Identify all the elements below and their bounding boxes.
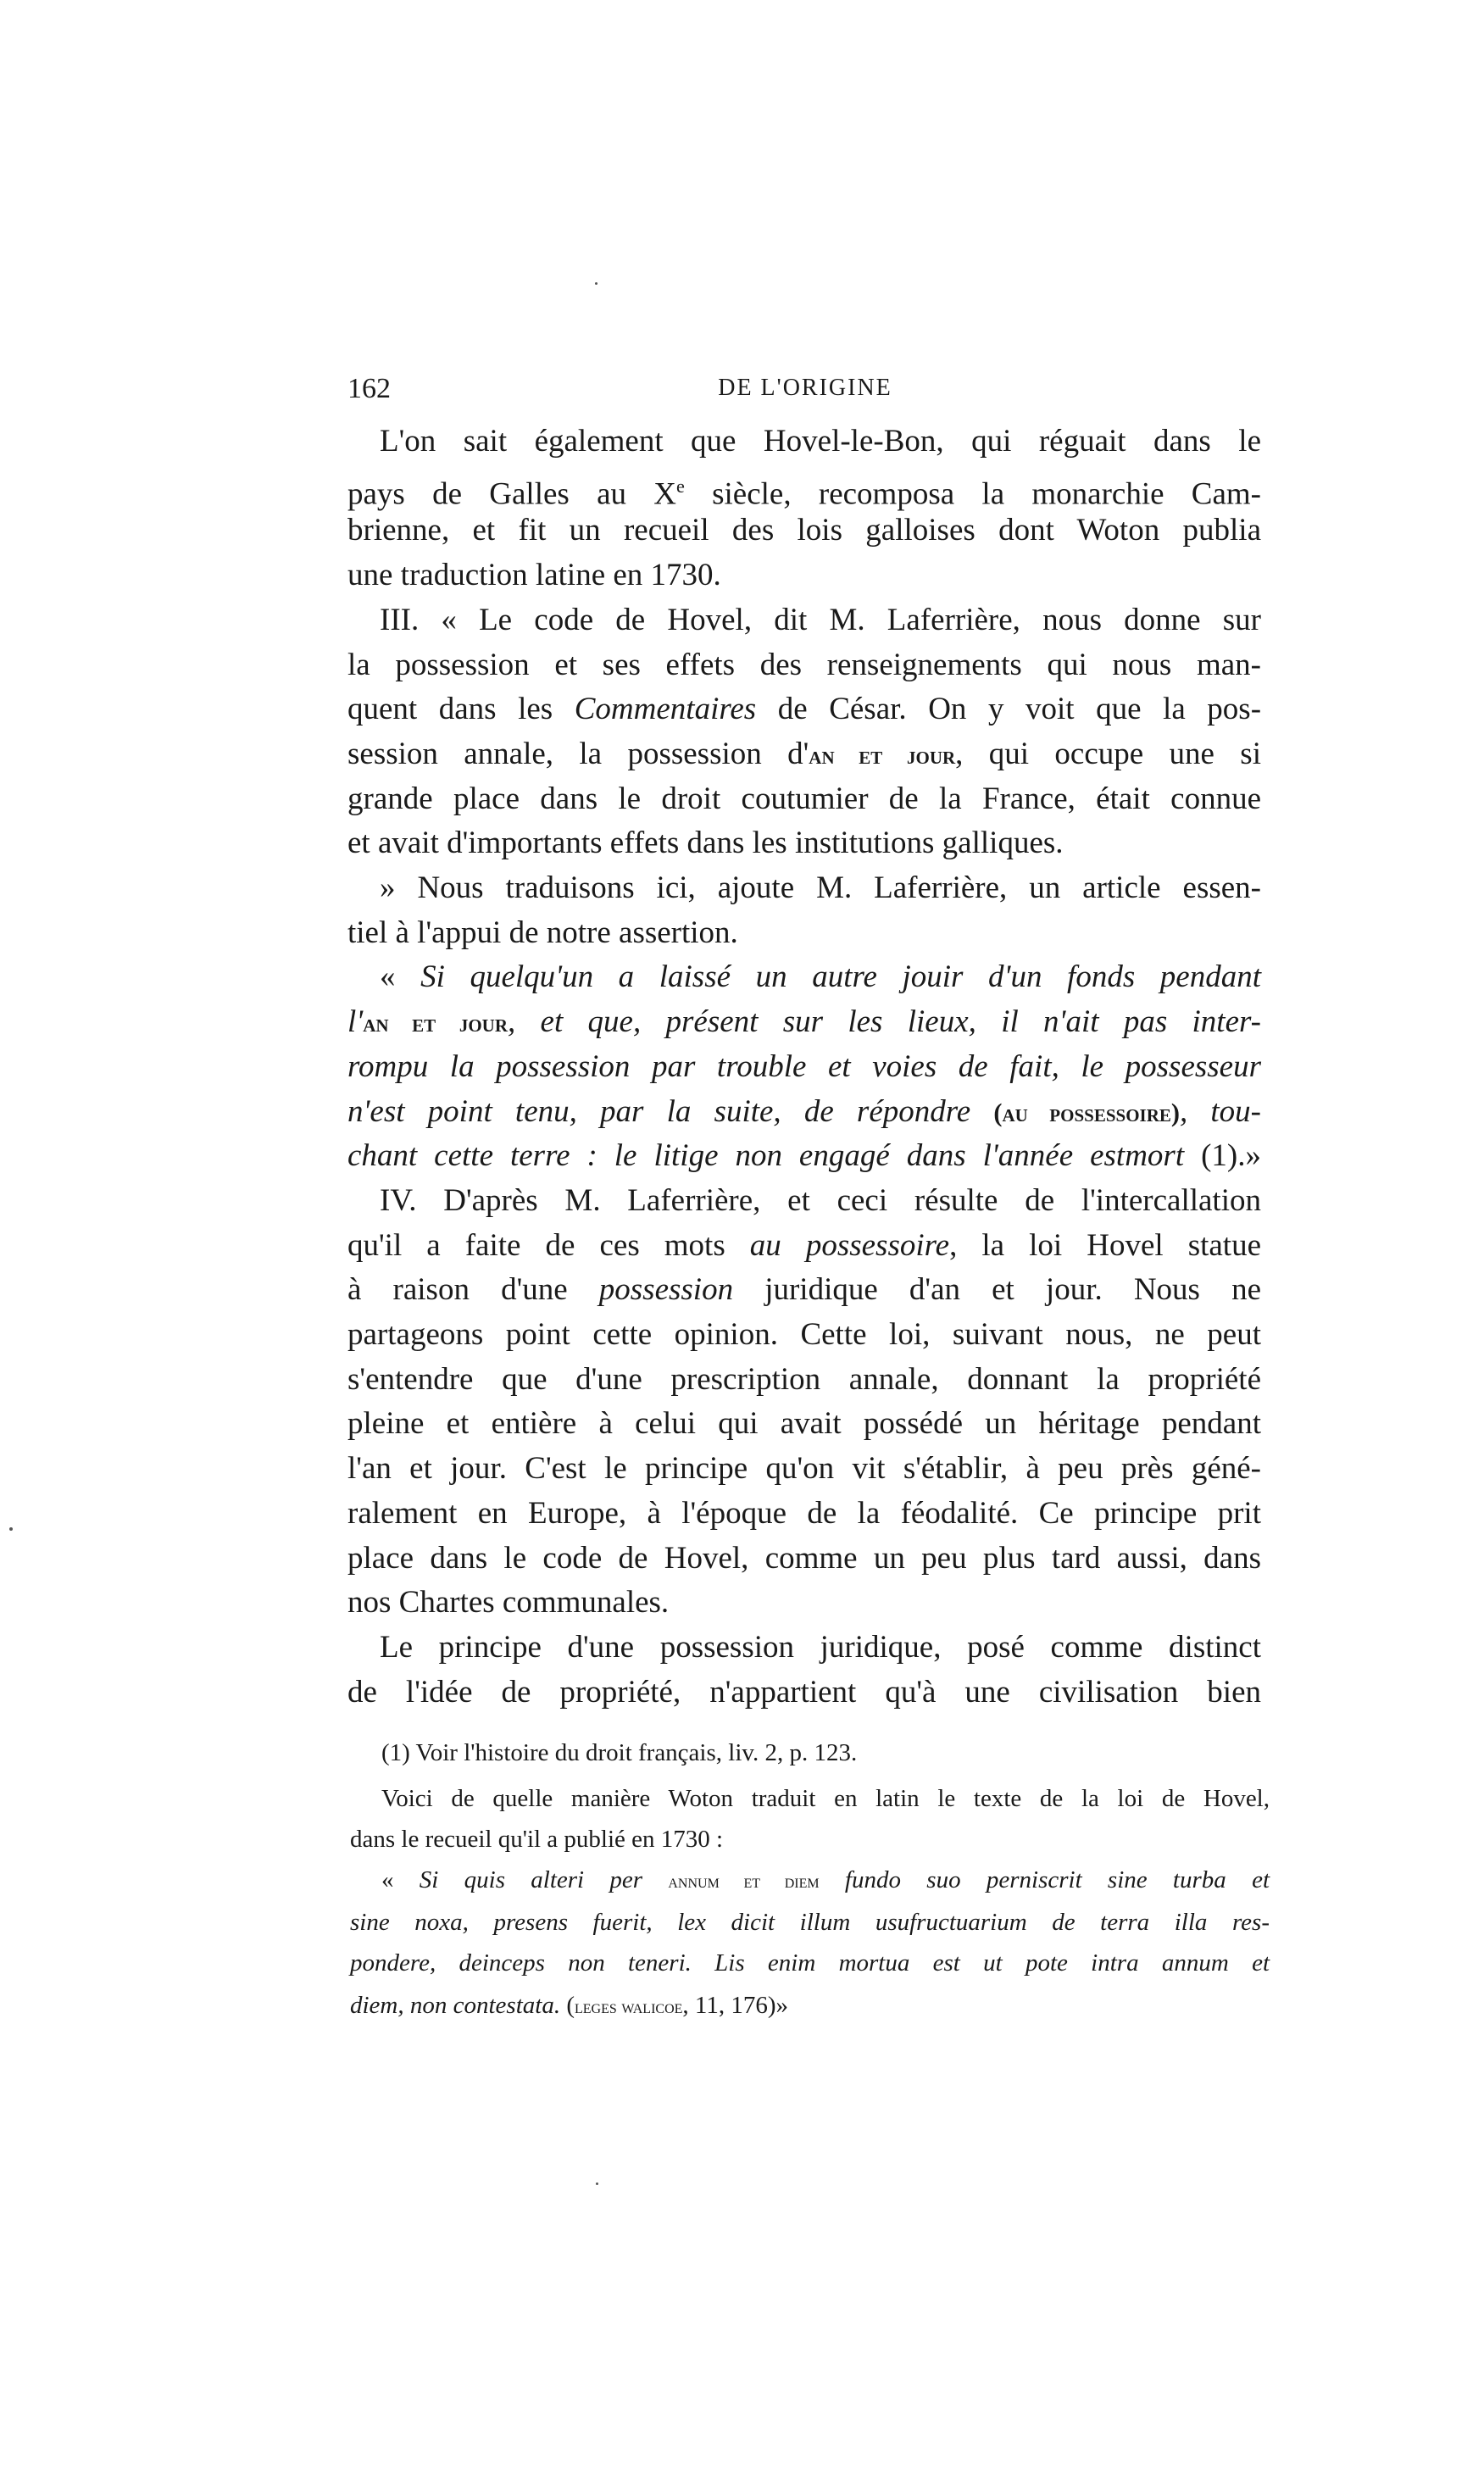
text-segment: la possession et ses effets des renseignements qui nous man- (347, 647, 1261, 682)
text-segment: pays de Galles au X (347, 476, 676, 512)
text-segment: (au possessoire) (993, 1098, 1180, 1127)
footnote-line (381, 1736, 1270, 1770)
text-segment: L'on sait également que Hovel-le-Bon, qui réguait dans le (380, 424, 1261, 459)
text-line (347, 1002, 1261, 1043)
text-line (347, 1270, 1261, 1310)
text-line (347, 1448, 1261, 1489)
text-segment: à raison d'une (347, 1272, 599, 1308)
text-segment: partageons point cette opinion. Cette loi, suivant nous, ne peut (347, 1317, 1261, 1352)
text-segment: Commentaires (574, 692, 757, 727)
text-segment: rompu la possession par trouble et voies de fait, le possesseur (347, 1048, 1261, 1084)
text-line (380, 1181, 1261, 1221)
text-segment: Le principe d'une possession juridique, posé comme distinct (380, 1629, 1261, 1665)
text-segment: brienne, et fit un recueil des lois galloises dont Woton publia (347, 513, 1261, 548)
text-segment: « (380, 959, 421, 995)
text-line (347, 1226, 1261, 1266)
speck (9, 1527, 13, 1531)
footnote-line (350, 1822, 1270, 1856)
text-segment: ( (560, 1992, 575, 2019)
text-line (347, 1136, 1261, 1176)
text-line (347, 1582, 1261, 1623)
text-line (380, 868, 1261, 909)
text-segment: session annale, la possession d' (347, 736, 809, 771)
text-segment: , la loi Hovel statue (949, 1227, 1261, 1263)
text-segment: (1) Voir l'histoire du droit français, liv. 2, p. 123. (381, 1739, 858, 1766)
text-segment: , et que, présent sur les lieux, il n'ait pas inter- (507, 1004, 1261, 1040)
text-line (347, 689, 1261, 730)
speck (596, 2182, 598, 2185)
text-segment: tiel à l'appui de notre assertion. (347, 915, 738, 950)
text-segment: Voici de quelle manière Woton traduit en latin le texte de la loi de Hovel, (381, 1785, 1270, 1812)
text-line (347, 913, 1261, 954)
page-number: 162 (347, 373, 391, 404)
text-segment: possession (598, 1272, 734, 1308)
text-line (380, 600, 1261, 641)
text-segment: sine noxa, presens fuerit, lex dicit illum usufructuarium de terra illa res- (350, 1909, 1270, 1936)
text-line (347, 779, 1261, 820)
text-line (347, 1359, 1261, 1400)
text-segment: annum et diem (668, 1871, 820, 1892)
text-segment: s'entendre que d'une prescription annale, donnant la propriété (347, 1361, 1261, 1397)
text-segment: dans le recueil qu'il a publié en 1730 : (350, 1826, 724, 1853)
text-segment: » Nous traduisons ici, ajoute M. Laferrière, un article essen- (380, 870, 1261, 905)
text-segment: e (676, 475, 685, 497)
text-line (347, 1493, 1261, 1534)
text-segment: (1).» (1184, 1138, 1261, 1174)
text-line (347, 734, 1261, 776)
text-segment: place dans le code de Hovel, comme un peu plus tard aussi, dans (347, 1540, 1261, 1576)
text-line (380, 421, 1261, 462)
text-segment: Si quelqu'un a laissé un autre jouir d'un fonds pendant (420, 959, 1262, 995)
text-line (347, 1672, 1261, 1713)
text-segment: quent dans les (347, 692, 575, 727)
text-segment: siècle, recomposa la monarchie Cam- (684, 476, 1261, 512)
text-segment: pleine et entière à celui qui avait possédé un héritage pendant (347, 1406, 1261, 1442)
text-segment: nos Chartes communales. (347, 1585, 670, 1621)
text-segment: leges walicoe (575, 1996, 683, 2017)
text-segment: , 11, 176)» (682, 1992, 789, 2019)
text-segment: Si quis alteri per (419, 1866, 669, 1893)
footnote-line (350, 1905, 1270, 1939)
text-segment: chant cette terre : le litige non engagé dans l'année estmort (347, 1138, 1185, 1174)
text-segment: ralement en Europe, à l'époque de la féodalité. Ce principe prit (347, 1495, 1261, 1531)
text-segment: de l'idée de propriété, n'appartient qu'à une civilisation bien (347, 1674, 1261, 1710)
text-segment: fundo suo perniscrit sine turba et (819, 1866, 1270, 1893)
text-segment: III. « Le code de Hovel, dit M. Laferrière, nous donne sur (380, 602, 1261, 637)
text-line (380, 1627, 1261, 1668)
text-line (347, 1047, 1261, 1087)
text-line (347, 510, 1261, 551)
text-segment: l'an et jour. C'est le principe qu'on vit s'établir, à peu près géné- (347, 1451, 1261, 1487)
footnote-line (350, 1946, 1270, 1980)
text-line (347, 1404, 1261, 1444)
footnote-line (350, 1988, 1270, 2024)
text-segment: l' (347, 1004, 364, 1040)
footnote-line (381, 1863, 1270, 1899)
text-segment: n'est point tenu, par la suite, de répondre (347, 1093, 994, 1129)
text-line (380, 957, 1261, 998)
text-segment: , qui occupe une si (955, 736, 1261, 771)
page-header (347, 373, 1263, 410)
text-segment: « (381, 1866, 420, 1893)
text-line (347, 1092, 1261, 1133)
text-segment: de César. On y voit que la pos- (756, 692, 1262, 727)
text-segment: une traduction latine en 1730. (347, 558, 721, 593)
text-segment: grande place dans le droit coutumier de la France, était connue (347, 781, 1261, 816)
text-segment: pondere, deinceps non teneri. Lis enim mortua est ut pote intra annum et (350, 1949, 1270, 1977)
running-head: DE L'ORIGINE (718, 375, 892, 401)
text-segment: , tou- (1179, 1093, 1262, 1129)
text-segment: au possessoire (749, 1227, 950, 1263)
text-segment: diem, non contestata. (350, 1992, 561, 2019)
footnote-line (381, 1782, 1270, 1815)
text-line (347, 555, 1261, 596)
text-segment: IV. D'après M. Laferrière, et ceci résulte de l'intercallation (380, 1182, 1261, 1218)
text-segment: an et jour (363, 1009, 508, 1038)
text-line (347, 1315, 1261, 1355)
text-segment: an et jour (809, 740, 956, 770)
text-segment: qu'il a faite de ces mots (347, 1227, 750, 1263)
text-line (347, 1538, 1261, 1579)
text-line (347, 645, 1261, 686)
text-line (347, 466, 1261, 514)
speck (595, 282, 597, 285)
text-segment: et avait d'importants effets dans les institutions galliques. (347, 826, 1064, 861)
text-line (347, 823, 1261, 864)
text-segment: juridique d'an et jour. Nous ne (733, 1272, 1261, 1308)
